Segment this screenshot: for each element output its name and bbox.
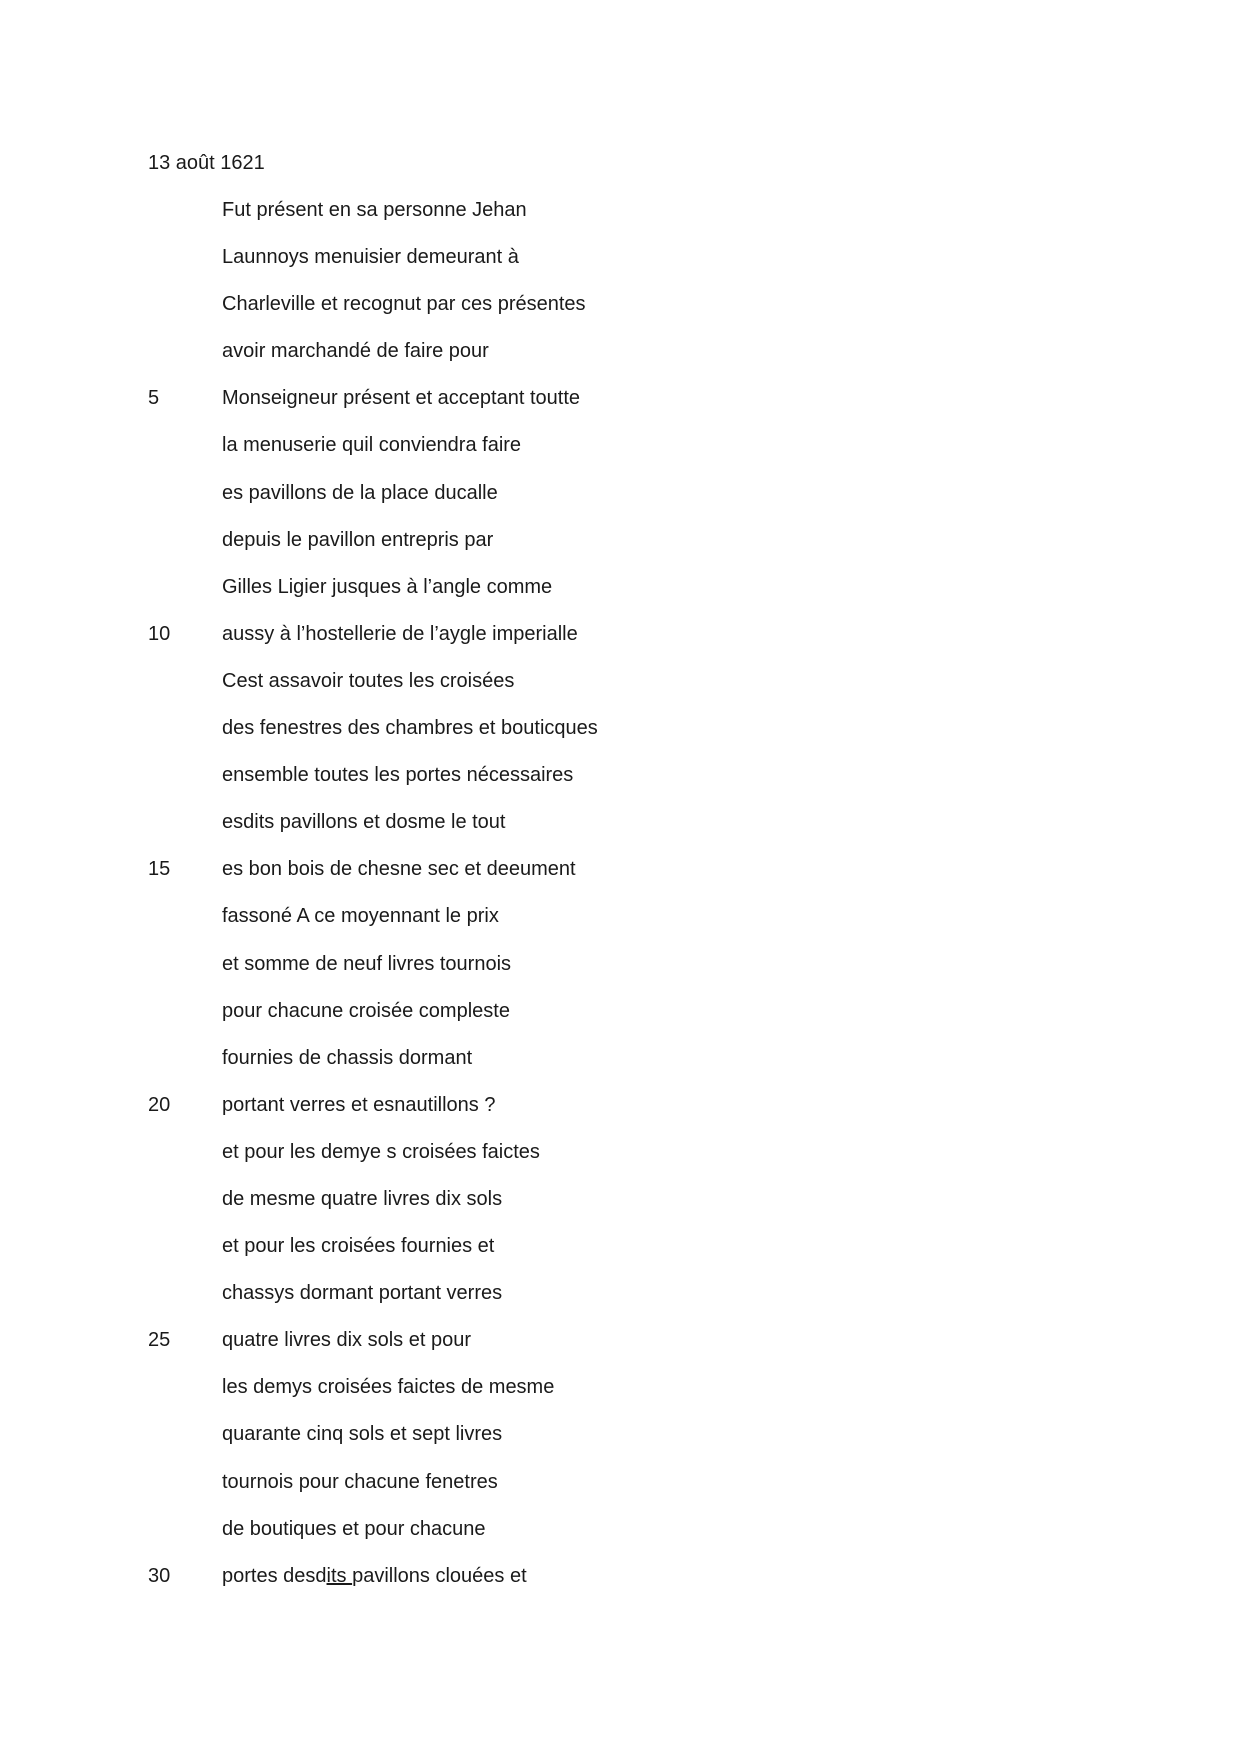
line-text: les demys croisées faictes de mesme [222, 1376, 555, 1399]
line-text: la menuserie quil conviendra faire [222, 434, 522, 457]
line-text: Monseigneur présent et acceptant toutte [222, 387, 581, 410]
line-text: quarante cinq sols et sept livres [222, 1423, 503, 1446]
line-text: de mesme quatre livres dix sols [222, 1187, 503, 1210]
line-number: 30 [148, 1564, 171, 1587]
line-text: quatre livres dix sols et pour [222, 1329, 472, 1352]
line-text: Launnoys menuisier demeurant à [222, 246, 519, 269]
line-text: chassys dormant portant verres [222, 1282, 503, 1305]
line-text [222, 1561, 527, 1591]
line-text: aussy à l’hostellerie de l’aygle imperialle [222, 622, 578, 645]
line-text: Fut présent en sa personne Jehan [222, 199, 527, 221]
line-text-after: pavillons clouées et [352, 1564, 527, 1587]
line-text: ensemble toutes les portes nécessaires [222, 764, 574, 787]
line-text: avoir marchandé de faire pour [222, 340, 489, 363]
line-text: et somme de neuf livres tournois [222, 952, 512, 975]
line-text: fournies de chassis dormant [222, 1046, 473, 1069]
line-text: depuis le pavillon entrepris par [222, 528, 494, 551]
line-text: fassoné A ce moyennant le prix [222, 905, 499, 928]
line-text: Charleville et recognut par ces présentes [222, 293, 586, 316]
line-text: tournois pour chacune fenetres [222, 1470, 498, 1493]
line-number: 15 [148, 858, 171, 881]
line-text: Gilles Ligier jusques à l’angle comme [222, 575, 553, 598]
line-text: et pour les demye s croisées faictes [222, 1140, 540, 1163]
line-number: 5 [148, 387, 160, 410]
line-number: 10 [148, 622, 171, 645]
line-text: de boutiques et pour chacune [222, 1517, 486, 1540]
line-text: es bon bois de chesne sec et deeument [222, 858, 576, 881]
line-text: esdits pavillons et dosme le tout [222, 811, 506, 834]
line-number: 20 [148, 1093, 171, 1116]
line-number: 25 [148, 1329, 171, 1352]
line-text: es pavillons de la place ducalle [222, 481, 498, 504]
line-text: des fenestres des chambres et bouticques [222, 717, 598, 740]
line-text: portant verres et esnautillons ? [222, 1093, 496, 1116]
line-text-before: portes desd [222, 1564, 327, 1587]
line-text: et pour les croisées fournies et [222, 1235, 495, 1258]
underlined-text: its [326, 1564, 353, 1587]
line-text: pour chacune croisée compleste [222, 999, 510, 1022]
document-date: 13 août 1621 [148, 152, 265, 174]
line-text: Cest assavoir toutes les croisées [222, 669, 515, 692]
